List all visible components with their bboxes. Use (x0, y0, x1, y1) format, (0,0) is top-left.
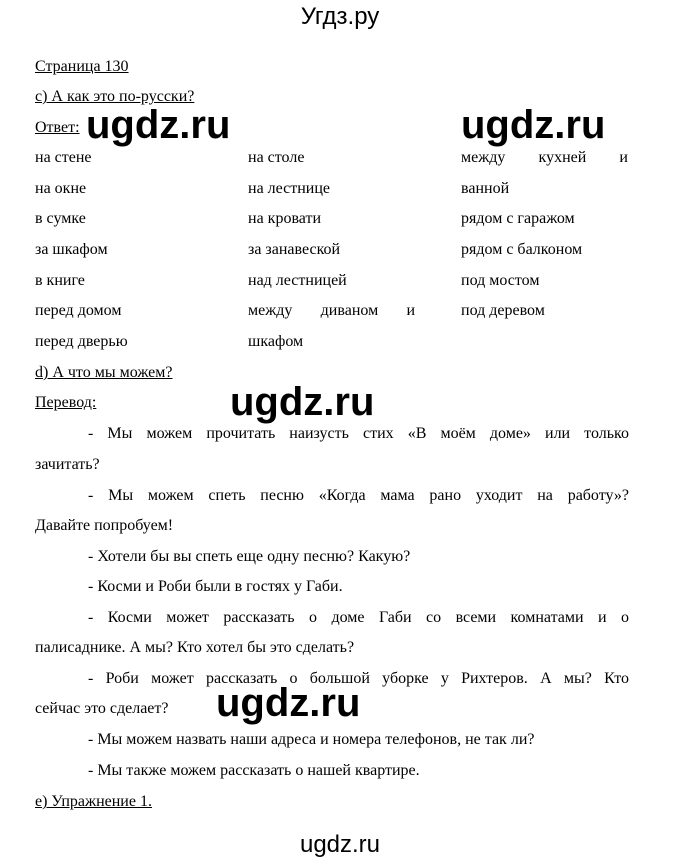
section-d-title: d) А что мы можем? (35, 364, 173, 381)
answer-col1-item: за шкафом (35, 241, 108, 258)
site-header: Угдз.ру (300, 3, 380, 30)
answer-col1-item: в сумке (35, 210, 86, 227)
answer-col2-item: на кровати (248, 210, 322, 227)
watermark: ugdz.ru (461, 103, 606, 147)
translation-label: Перевод: (35, 394, 97, 411)
answer-col1-item: на окне (35, 180, 87, 197)
answer-col2-item: за занавеской (248, 241, 341, 258)
answer-col3-item: под мостом (461, 272, 540, 289)
answer-col1-item: в книге (35, 272, 85, 289)
translation-line: - Мы можем спеть песню «Когда мама рано уходит на работу»? (88, 487, 629, 504)
translation-line: - Роби может рассказать о большой уборке у Рихтеров. А мы? Кто (88, 670, 629, 687)
translation-line: - Косми может рассказать о доме Габи со всеми комнатами и о (88, 609, 629, 626)
page-label: Страница 130 (35, 58, 129, 75)
translation-line: - Мы можем прочитать наизусть стих «В моём доме» или только (88, 425, 629, 442)
answer-col3-item: рядом с балконом (461, 241, 583, 258)
answer-col1-item: на стене (35, 149, 92, 166)
answer-col2-item: шкафом (248, 333, 304, 350)
section-c-title: c) А как это по-русски? (35, 88, 195, 105)
translation-line: - Мы также можем рассказать о нашей квартире. (88, 762, 420, 779)
translation-line: палисаднике. А мы? Кто хотел бы это сделать? (35, 639, 355, 656)
section-e-title: e) Упражнение 1. (35, 793, 152, 810)
answer-col2-item: на лестнице (248, 180, 331, 197)
translation-line: - Мы можем назвать наши адреса и номера телефонов, не так ли? (88, 731, 535, 748)
translation-line: Давайте попробуем! (35, 517, 174, 534)
answer-col2-item: на столе (248, 149, 305, 166)
answer-col3-item: между кухней и (461, 149, 628, 166)
translation-line: зачитать? (35, 456, 100, 473)
translation-line: - Хотели бы вы спеть еще одну песню? Какую? (88, 548, 411, 565)
answer-col1-item: перед дверью (35, 333, 128, 350)
answer-label: Ответ: (35, 119, 80, 136)
watermark: ugdz.ru (216, 681, 361, 725)
answer-col3-item: под деревом (461, 302, 545, 319)
site-footer: ugdz.ru (299, 831, 381, 858)
watermark: ugdz.ru (86, 103, 231, 147)
watermark: ugdz.ru (230, 380, 375, 424)
answer-col3-item: ванной (461, 180, 510, 197)
answer-col2-item: над лестницей (248, 272, 347, 289)
answer-col2-item: между диваном и (248, 302, 415, 319)
translation-line: - Косми и Роби были в гостях у Габи. (88, 578, 343, 595)
translation-line: сейчас это сделает? (35, 700, 169, 717)
answer-col1-item: перед домом (35, 302, 122, 319)
answer-col3-item: рядом с гаражом (461, 210, 575, 227)
